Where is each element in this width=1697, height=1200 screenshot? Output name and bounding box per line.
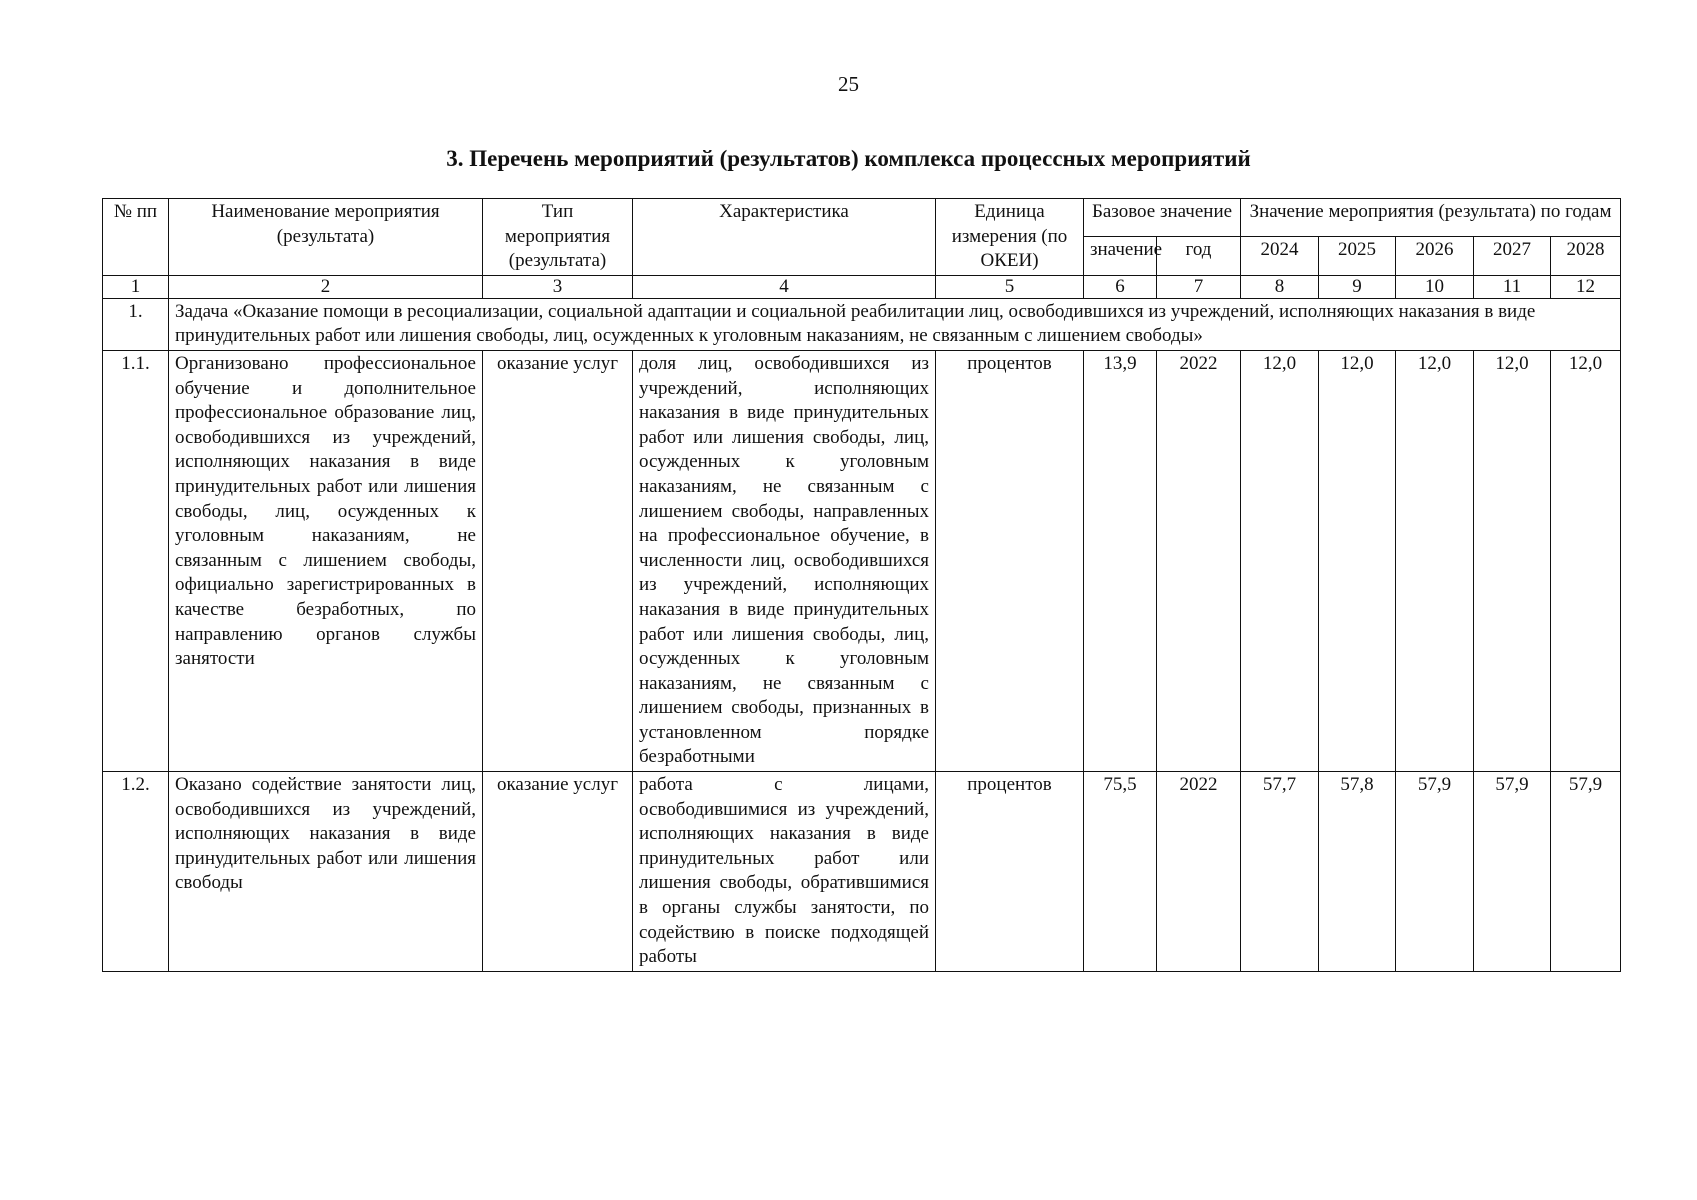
- task-num: 1.: [103, 298, 169, 350]
- page-number: 25: [838, 72, 859, 96]
- table-row: [103, 350, 1621, 771]
- row-year-value: 57,9: [1396, 772, 1474, 972]
- header-characteristic: Характеристика: [633, 199, 936, 276]
- column-number: 1: [103, 275, 169, 298]
- header-num: № пп: [103, 199, 169, 276]
- table-row: [103, 772, 1621, 972]
- row-year-value: 57,7: [1241, 772, 1319, 972]
- column-number: 6: [1084, 275, 1157, 298]
- row-name: Оказано содействие занятости лиц, освободившихся из учреждений, исполняющих наказания в виде принудительных работ или лишения свободы: [169, 772, 483, 972]
- header-year: 2026: [1396, 237, 1474, 275]
- header-type: Тип мероприятия (результата): [483, 199, 633, 276]
- header-base-group: Базовое значение: [1084, 199, 1241, 237]
- column-number: 12: [1551, 275, 1621, 298]
- row-year-value: 12,0: [1241, 350, 1319, 771]
- row-characteristic: работа с лицами, освободившимися из учреждений, исполняющих наказания в виде принудительных работ или лишения свободы, обратившимися в органы службы занятости, по содействию в поиске подходящей работы: [633, 772, 936, 972]
- row-year-value: 12,0: [1474, 350, 1551, 771]
- column-number: 9: [1319, 275, 1396, 298]
- header-row-top: [103, 199, 1621, 237]
- row-type: оказание услуг: [483, 772, 633, 972]
- task-text: Задача «Оказание помощи в ресоциализации, социальной адаптации и социальной реабилитации лиц, освободившихся из учреждений, исполняющих наказания в виде принудительных работ или лишения свободы, лиц, осужденных к уголовным наказаниям, не связанным с лишением свободы»: [169, 298, 1621, 350]
- measures-table: [102, 198, 1621, 972]
- header-name: Наименование мероприятия (результата): [169, 199, 483, 276]
- row-type: оказание услуг: [483, 350, 633, 771]
- header-base-value: значение: [1084, 237, 1157, 275]
- task-row: [103, 298, 1621, 350]
- row-year-value: 12,0: [1396, 350, 1474, 771]
- page-title: 3. Перечень мероприятий (результатов) комплекса процессных мероприятий: [446, 146, 1251, 171]
- header-base-year: год: [1157, 237, 1241, 275]
- row-base-value: 13,9: [1084, 350, 1157, 771]
- column-number: 3: [483, 275, 633, 298]
- row-base-year: 2022: [1157, 772, 1241, 972]
- column-number: 11: [1474, 275, 1551, 298]
- column-number: 2: [169, 275, 483, 298]
- row-year-value: 57,9: [1474, 772, 1551, 972]
- column-number-row: [103, 275, 1621, 298]
- header-years-group: Значение мероприятия (результата) по годам: [1241, 199, 1621, 237]
- row-name: Организовано профессиональное обучение и дополнительное профессиональное образование лиц, освободившихся из учреждений, исполняющих наказания в виде принудительных работ или лишения свободы, лиц, осужденных к уголовным наказаниям, не связанным с лишением свободы, официально зарегистрированных в качестве безработных, по направлению органов службы занятости: [169, 350, 483, 771]
- header-year: 2025: [1319, 237, 1396, 275]
- header-year: 2027: [1474, 237, 1551, 275]
- row-unit: процентов: [936, 772, 1084, 972]
- header-year: 2024: [1241, 237, 1319, 275]
- column-number: 4: [633, 275, 936, 298]
- row-year-value: 57,9: [1551, 772, 1621, 972]
- header-year: 2028: [1551, 237, 1621, 275]
- row-base-value: 75,5: [1084, 772, 1157, 972]
- column-number: 7: [1157, 275, 1241, 298]
- row-unit: процентов: [936, 350, 1084, 771]
- row-base-year: 2022: [1157, 350, 1241, 771]
- header-unit: Единица измерения (по ОКЕИ): [936, 199, 1084, 276]
- row-year-value: 12,0: [1551, 350, 1621, 771]
- row-num: 1.2.: [103, 772, 169, 972]
- column-number: 5: [936, 275, 1084, 298]
- row-year-value: 57,8: [1319, 772, 1396, 972]
- row-year-value: 12,0: [1319, 350, 1396, 771]
- row-characteristic: доля лиц, освободившихся из учреждений, исполняющих наказания в виде принудительных работ или лишения свободы, лиц, осужденных к уголовным наказаниям, не связанным с лишением свободы, направленных на профессиональное обучение, в численности лиц, освободившихся из учреждений, исполняющих наказания в виде принудительных работ или лишения свободы, лиц, осужденных к уголовным наказаниям, не связанным с лишением свободы, признанных в установленном порядке безработными: [633, 350, 936, 771]
- column-number: 10: [1396, 275, 1474, 298]
- column-number: 8: [1241, 275, 1319, 298]
- row-num: 1.1.: [103, 350, 169, 771]
